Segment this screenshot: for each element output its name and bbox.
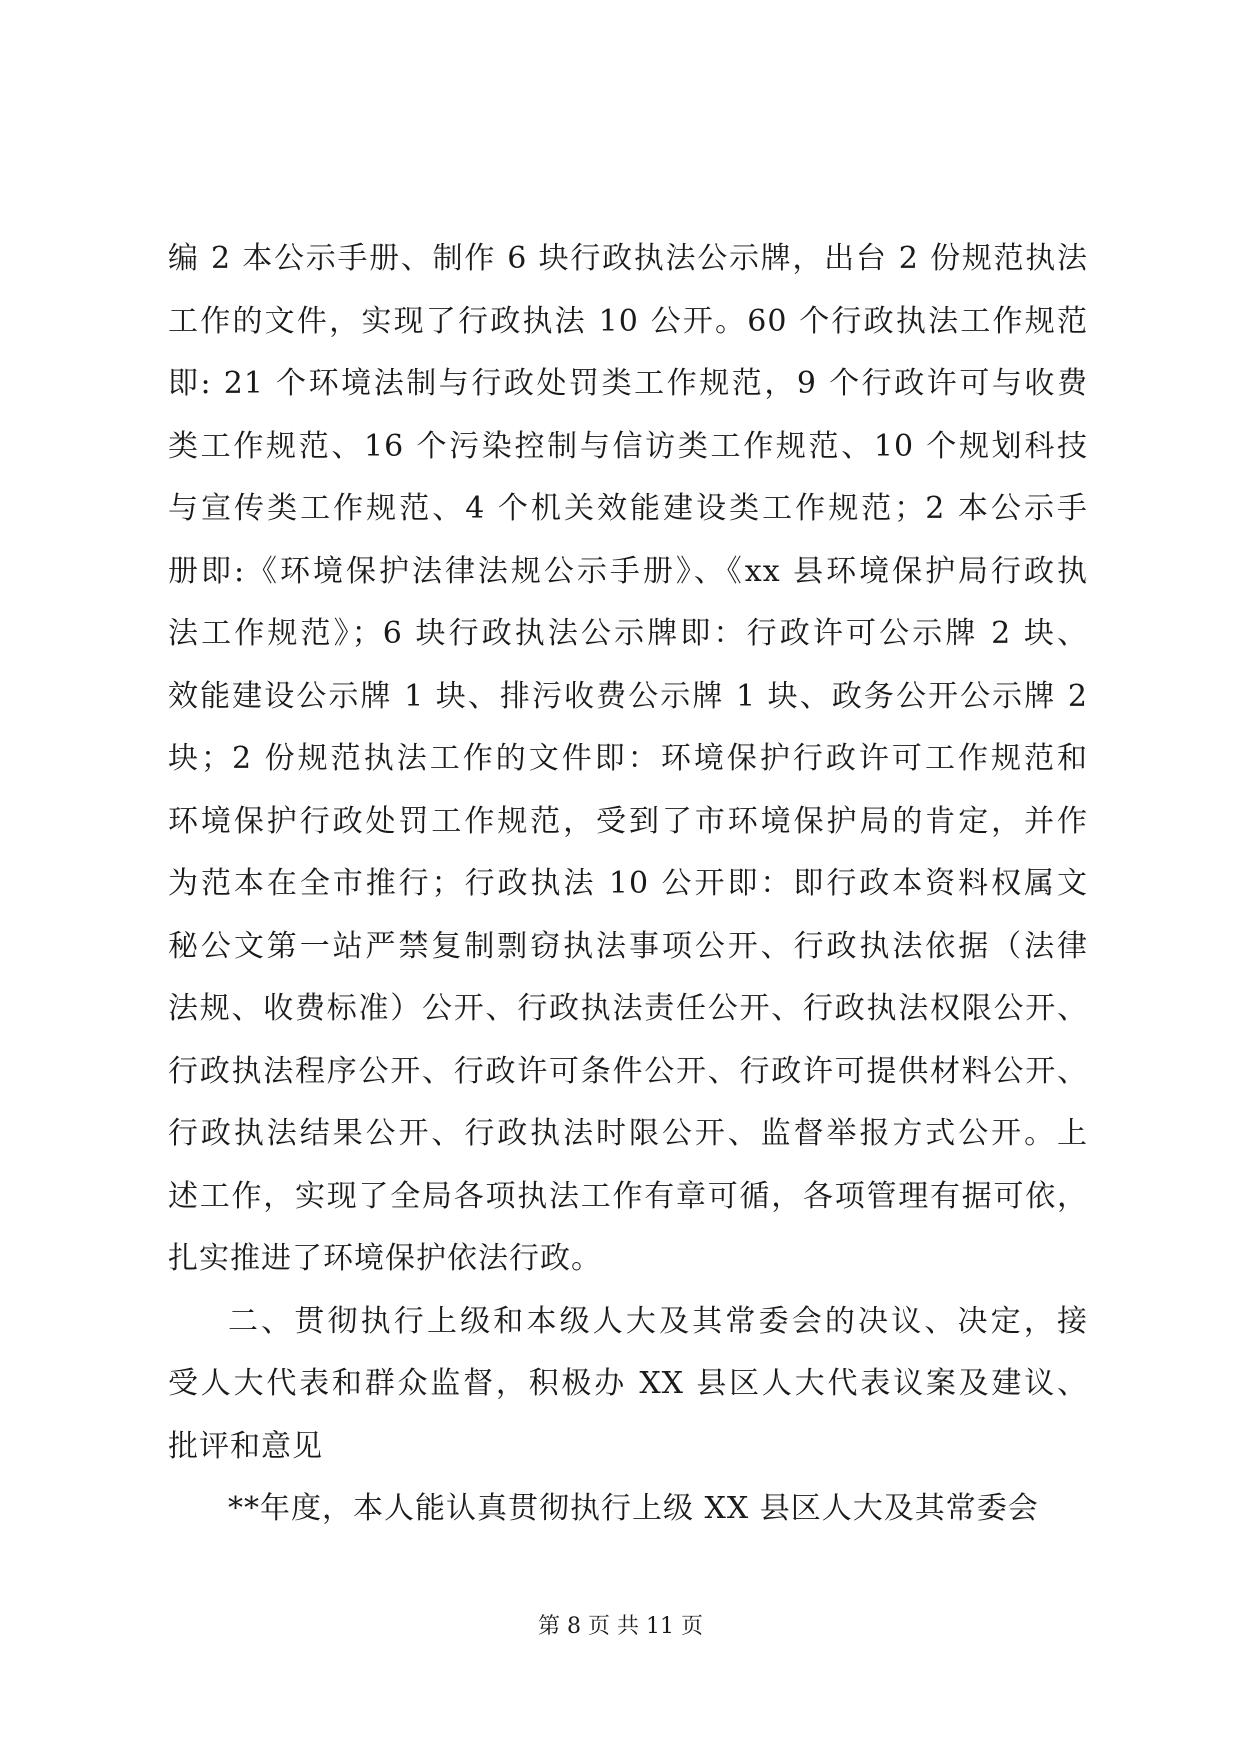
page-number-footer: 第 8 页 共 11 页 — [538, 1614, 703, 1639]
section-heading-line: 二、贯彻执行上级和本级人大及其常委会的决议、决定，接 — [228, 1303, 1088, 1339]
text-line: 即: 21 个环境法制与行政处罚类工作规范，9 个行政许可与收费 — [168, 366, 1088, 401]
section-heading-line: 批评和意见 — [168, 1428, 323, 1464]
text-line: 编 2 本公示手册、制作 6 块行政执法公示牌，出台 2 份规范执法 — [168, 241, 1088, 276]
text-line: 述工作，实现了全局各项执法工作有章可循，各项管理有据可依， — [168, 1178, 1088, 1214]
section-heading-line: 受人大代表和群众监督，积极办 XX 县区人大代表议案及建议、 — [168, 1366, 1088, 1401]
text-line: 与宣传类工作规范、4 个机关效能建设类工作规范；2 本公示手 — [168, 491, 1088, 526]
text-line: 块；2 份规范执法工作的文件即：环境保护行政许可工作规范和 — [168, 741, 1088, 776]
text-line: 工作的文件，实现了行政执法 10 公开。60 个行政执法工作规范 — [168, 303, 1088, 339]
text-line: 效能建设公示牌 1 块、排污收费公示牌 1 块、政务公开公示牌 2 — [168, 678, 1088, 714]
text-line: 法工作规范》；6 块行政执法公示牌即：行政许可公示牌 2 块、 — [168, 616, 1088, 651]
document-body — [168, 228, 1088, 1541]
text-line: 秘公文第一站严禁复制剽窃执法事项公开、行政执法依据（法律 — [168, 928, 1088, 964]
text-line: 行政执法程序公开、行政许可条件公开、行政许可提供材料公开、 — [168, 1053, 1088, 1089]
text-line: 为范本在全市推行；行政执法 10 公开即：即行政本资料权属文 — [168, 866, 1088, 901]
text-line: 册即:《环境保护法律法规公示手册》、《xx 县环境保护局行政执 — [168, 553, 1088, 589]
text-line: **年度，本人能认真贯彻执行上级 XX 县区人大及其常委会 — [228, 1491, 1039, 1526]
text-line: 法规、收费标准）公开、行政执法责任公开、行政执法权限公开、 — [168, 991, 1088, 1026]
text-line: 环境保护行政处罚工作规范，受到了市环境保护局的肯定，并作 — [168, 803, 1088, 839]
text-line: 行政执法结果公开、行政执法时限公开、监督举报方式公开。上 — [168, 1116, 1088, 1151]
text-line: 扎实推进了环境保护依法行政。 — [168, 1241, 602, 1276]
text-line: 类工作规范、16 个污染控制与信访类工作规范、10 个规划科技 — [168, 428, 1088, 464]
